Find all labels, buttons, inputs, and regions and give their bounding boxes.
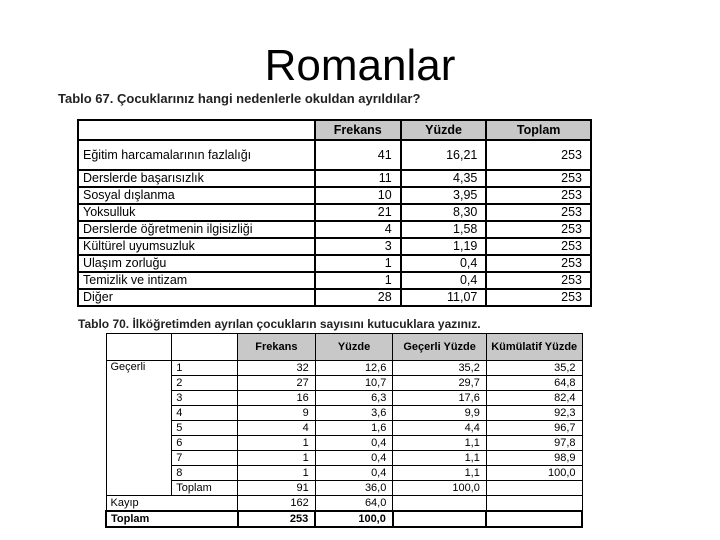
row-value (486, 481, 582, 496)
page-title: Romanlar (264, 41, 456, 90)
row-label: 3 (172, 391, 238, 406)
table-row (106, 451, 582, 466)
row-label: 4 (172, 406, 238, 421)
table-67 (77, 119, 592, 307)
row-value: 0,4 (315, 451, 393, 466)
row-label: Kayıp (106, 496, 238, 512)
row-value: 9 (238, 406, 316, 421)
group-spacer (106, 436, 172, 451)
header-cell (172, 334, 238, 361)
row-value: 9,9 (393, 406, 487, 421)
table-row (106, 406, 582, 421)
row-value: 36,0 (315, 481, 393, 496)
row-value: 1 (315, 255, 401, 272)
row-label: 1 (172, 361, 238, 376)
row-value: 4,4 (393, 421, 487, 436)
row-value: 1,6 (315, 421, 393, 436)
group-spacer (106, 466, 172, 481)
row-value: 253 (238, 511, 316, 527)
table-row (78, 187, 591, 204)
group-spacer (106, 406, 172, 421)
row-label: Diğer (78, 289, 315, 306)
header-cell (78, 120, 315, 140)
row-value: 16 (238, 391, 316, 406)
row-value: 0,4 (315, 436, 393, 451)
row-value: 97,8 (486, 436, 582, 451)
row-value: 21 (315, 204, 401, 221)
row-value: 98,9 (486, 451, 582, 466)
row-value: 41 (315, 140, 401, 170)
table-row (106, 391, 582, 406)
row-value: 253 (486, 170, 591, 187)
table-row (106, 376, 582, 391)
table-row-kayip (106, 496, 582, 512)
header-frekans: Frekans (315, 120, 401, 140)
row-label: 6 (172, 436, 238, 451)
row-label: Eğitim harcamalarının fazlalığı (78, 140, 315, 170)
group-spacer (106, 421, 172, 436)
table-row (78, 238, 591, 255)
row-value: 100,0 (315, 511, 393, 527)
table-row (106, 481, 582, 496)
row-value: 253 (486, 255, 591, 272)
row-value: 4,35 (401, 170, 487, 187)
table-row (78, 255, 591, 272)
row-value: 100,0 (486, 466, 582, 481)
row-value: 92,3 (486, 406, 582, 421)
row-label: Kültürel uyumsuzluk (78, 238, 315, 255)
row-value: 253 (486, 140, 591, 170)
row-label: Sosyal dışlanma (78, 187, 315, 204)
row-label: 8 (172, 466, 238, 481)
row-value: 12,6 (315, 361, 393, 376)
row-label: 7 (172, 451, 238, 466)
table-70 (105, 333, 583, 528)
row-label: Toplam (106, 511, 238, 527)
row-value: 16,21 (401, 140, 487, 170)
row-value: 0,4 (401, 255, 487, 272)
row-value: 91 (238, 481, 316, 496)
row-value: 253 (486, 238, 591, 255)
row-value: 17,6 (393, 391, 487, 406)
row-value: 253 (486, 272, 591, 289)
row-value: 4 (238, 421, 316, 436)
row-value: 82,4 (486, 391, 582, 406)
row-label: Yoksulluk (78, 204, 315, 221)
row-value: 64,0 (315, 496, 393, 512)
header-cell (106, 334, 172, 361)
group-spacer (106, 481, 172, 496)
header-toplam: Toplam (486, 120, 591, 140)
group-spacer (106, 391, 172, 406)
header-yuzde: Yüzde (401, 120, 487, 140)
row-value: 6,3 (315, 391, 393, 406)
row-value: 1 (238, 466, 316, 481)
row-value: 35,2 (393, 361, 487, 376)
empty-cell (393, 511, 487, 527)
row-value: 28 (315, 289, 401, 306)
row-value: 64,8 (486, 376, 582, 391)
header-frekans: Frekans (238, 334, 316, 361)
group-spacer (106, 376, 172, 391)
table-row (106, 466, 582, 481)
table-header-row (106, 334, 582, 361)
row-label: Temizlik ve intizam (78, 272, 315, 289)
row-value: 1,1 (393, 436, 487, 451)
row-value: 10 (315, 187, 401, 204)
row-value: 96,7 (486, 421, 582, 436)
row-value: 1,1 (393, 451, 487, 466)
row-value: 1,58 (401, 221, 487, 238)
table-row (106, 421, 582, 436)
row-value: 0,4 (315, 466, 393, 481)
table-row (78, 272, 591, 289)
row-value: 253 (486, 289, 591, 306)
row-value: 29,7 (393, 376, 487, 391)
row-value: 1 (238, 436, 316, 451)
header-kumulatif-yuzde: Kümülatif Yüzde (486, 334, 582, 361)
group-label: Geçerli (106, 361, 172, 376)
row-value: 253 (486, 187, 591, 204)
row-label: Derslerde başarısızlık (78, 170, 315, 187)
empty-cell (486, 511, 582, 527)
row-label: Toplam (172, 481, 238, 496)
row-value: 162 (238, 496, 316, 512)
row-label: 5 (172, 421, 238, 436)
row-value: 0,4 (401, 272, 487, 289)
row-label: 2 (172, 376, 238, 391)
group-spacer (106, 451, 172, 466)
row-value: 8,30 (401, 204, 487, 221)
header-yuzde: Yüzde (315, 334, 393, 361)
empty-cell (393, 496, 487, 512)
row-value: 253 (486, 221, 591, 238)
table-row (78, 221, 591, 238)
table-row (106, 361, 582, 376)
table-row (78, 170, 591, 187)
row-label: Ulaşım zorluğu (78, 255, 315, 272)
row-label: Derslerde öğretmenin ilgisizliği (78, 221, 315, 238)
row-value: 27 (238, 376, 316, 391)
table-67-caption: Tablo 67. Çocuklarınız hangi nedenlerle okuldan ayrıldılar? (58, 91, 421, 106)
row-value: 1 (315, 272, 401, 289)
row-value: 3 (315, 238, 401, 255)
row-value: 1,19 (401, 238, 487, 255)
table-row (78, 204, 591, 221)
row-value: 10,7 (315, 376, 393, 391)
table-row-total (106, 511, 582, 527)
row-value: 253 (486, 204, 591, 221)
row-value: 32 (238, 361, 316, 376)
row-value: 1,1 (393, 466, 487, 481)
table-row (78, 140, 591, 170)
row-value: 11 (315, 170, 401, 187)
table-70-caption: Tablo 70. İlköğretimden ayrılan çocukların sayısını kutucuklara yazınız. (78, 317, 481, 331)
empty-cell (486, 496, 582, 512)
row-value: 4 (315, 221, 401, 238)
row-value: 1 (238, 451, 316, 466)
table-header-row (78, 120, 591, 140)
row-value: 3,95 (401, 187, 487, 204)
row-value: 3,6 (315, 406, 393, 421)
row-value: 11,07 (401, 289, 487, 306)
table-row (106, 436, 582, 451)
header-gecerli-yuzde: Geçerli Yüzde (393, 334, 487, 361)
row-value: 100,0 (393, 481, 487, 496)
table-row (78, 289, 591, 306)
row-value: 35,2 (486, 361, 582, 376)
